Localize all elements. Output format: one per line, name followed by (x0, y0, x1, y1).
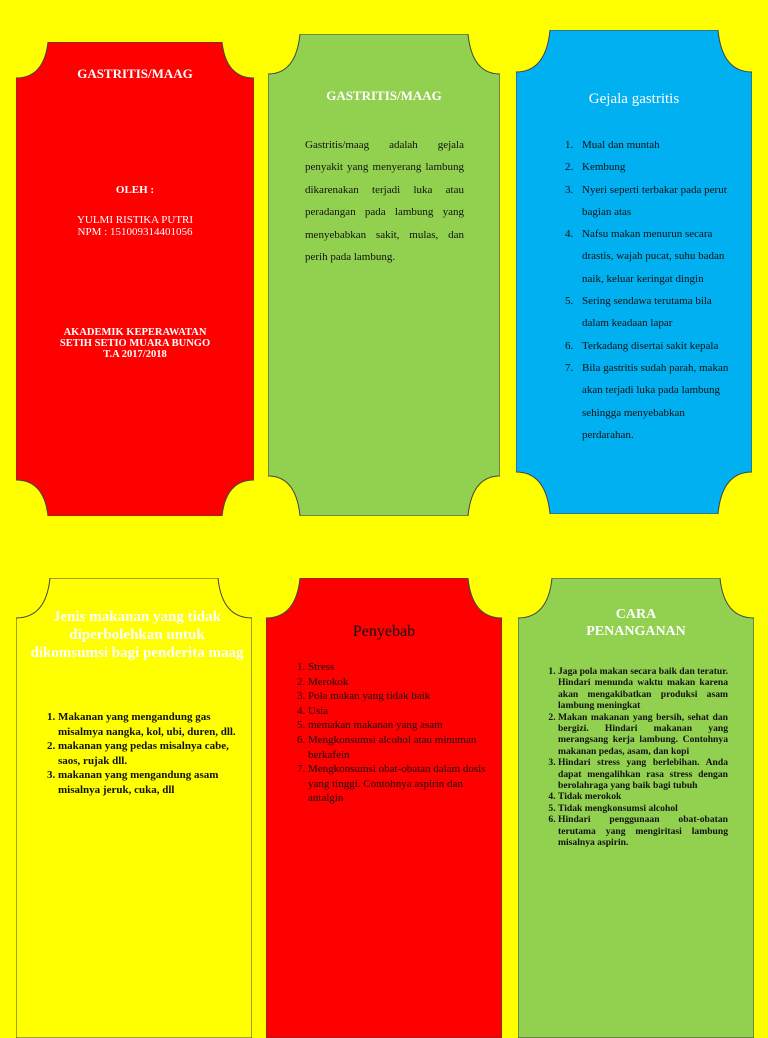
list-item: 1. Stress (308, 660, 486, 675)
list-item: 2. Merokok (308, 675, 486, 690)
list-item: 1. Mual dan muntah (576, 134, 736, 156)
card-cover (16, 42, 254, 516)
list-item: 3. makanan yang mengandung asam misalnya jeruk, cuka, dll (58, 768, 238, 797)
treatment-title-line-2: PENANGANAN (586, 624, 686, 639)
institution-block (16, 327, 254, 360)
causes-list (266, 660, 486, 806)
list-item: 3. Pola makan yang tidak baik (308, 689, 486, 704)
institution-line-3: T.A 2017/2018 (103, 349, 167, 360)
list-item: 3. Hindari stress yang berlebihan. Anda dapat mengalihkan rasa stress dengan berolahraga yang baik bagi tubuh (558, 757, 728, 791)
list-item: 6. Mengkonsumsi alcohol atau minuman berkafein (308, 733, 486, 762)
list-item: 2. Kembung (576, 156, 736, 178)
list-item: 7. Bila gastritis sudah parah, makan akan terjadi luka pada lambung sehingga menyebabkan perdarahan. (576, 357, 736, 446)
symptoms-title: Gejala gastritis (588, 91, 680, 107)
author-npm: NPM : 151009314401056 (77, 226, 193, 238)
list-item: 4. Nafsu makan menurun secara drastis, wajah pucat, suhu badan naik, keluar keringat dingin (576, 223, 736, 290)
card-forbidden-food (16, 578, 252, 1024)
definition-text: Gastritis/maag adalah gejala penyakit yang menyerang lambung dikarenakan terjadi luka atau peradangan pada lambung yang menyebabkan sakit, mulas, dan perih pada lambung. (305, 139, 464, 264)
card-treatment (518, 578, 754, 1024)
list-item: 5. Sering sendawa terutama bila dalam keadaan lapar (576, 290, 736, 335)
list-item: 1. Makanan yang mengandung gas misalmya nangka, kol, ubi, duren, dll. (58, 710, 238, 739)
card-symptoms (516, 30, 752, 514)
forbidden-food-list (16, 710, 238, 798)
list-item: 7. Mengkonsumsi obat-obatan dalam dosis yang tinggi. Contohnya aspirin dan antalgin (308, 762, 486, 806)
definition-title: GASTRITIS/MAAG (326, 88, 442, 103)
list-item: 6. Hindari penggunaan obat-obatan terutama yang mengiritasi lambung misalnya aspirin. (558, 814, 728, 848)
institution-line-2: SETIH SETIO MUARA BUNGO (59, 338, 211, 349)
list-item: 6. Terkadang disertai sakit kepala (576, 335, 736, 357)
oleh-label: OLEH : (115, 184, 155, 196)
institution-line-1: AKADEMIK KEPERAWATAN (63, 327, 207, 338)
author-name: YULMI RISTIKA PUTRI (76, 214, 194, 226)
list-item: 2. Makan makanan yang bersih, sehat dan bergizi. Hindari makanan yang merangsang kerja lambung. Contohnya makanan pedas, asam, dan kopi (558, 712, 728, 758)
list-item: 1. Jaga pola makan secara baik dan teratur. Hindari menunda waktu makan karena akan mengakibatkan produksi asam lambung meningkat (558, 666, 728, 712)
treatment-title-line-1: CARA (615, 607, 657, 622)
causes-title: Penyebab (352, 623, 416, 640)
list-item: 5. memakan makanan yang asam (308, 718, 486, 733)
author-block (16, 184, 254, 238)
symptoms-list (516, 134, 736, 446)
card-causes (266, 578, 502, 1024)
forbidden-food-title: Jenis makanan yang tidak diperbolehkan untuk dikomsumsi bagi penderita maag (30, 609, 244, 661)
list-item: 2. makanan yang pedas misalnya cabe, saos, rujak dll. (58, 739, 238, 768)
list-item: 3. Nyeri seperti terbakar pada perut bagian atas (576, 179, 736, 224)
treatment-list (518, 666, 728, 849)
list-item: 5. Tidak mengkonsumsi alcohol (558, 803, 728, 814)
list-item: 4. Usia (308, 704, 486, 719)
list-item: 4. Tidak merokok (558, 791, 728, 802)
card-definition (268, 34, 500, 516)
cover-title: GASTRITIS/MAAG (77, 66, 193, 81)
treatment-title (518, 606, 754, 640)
